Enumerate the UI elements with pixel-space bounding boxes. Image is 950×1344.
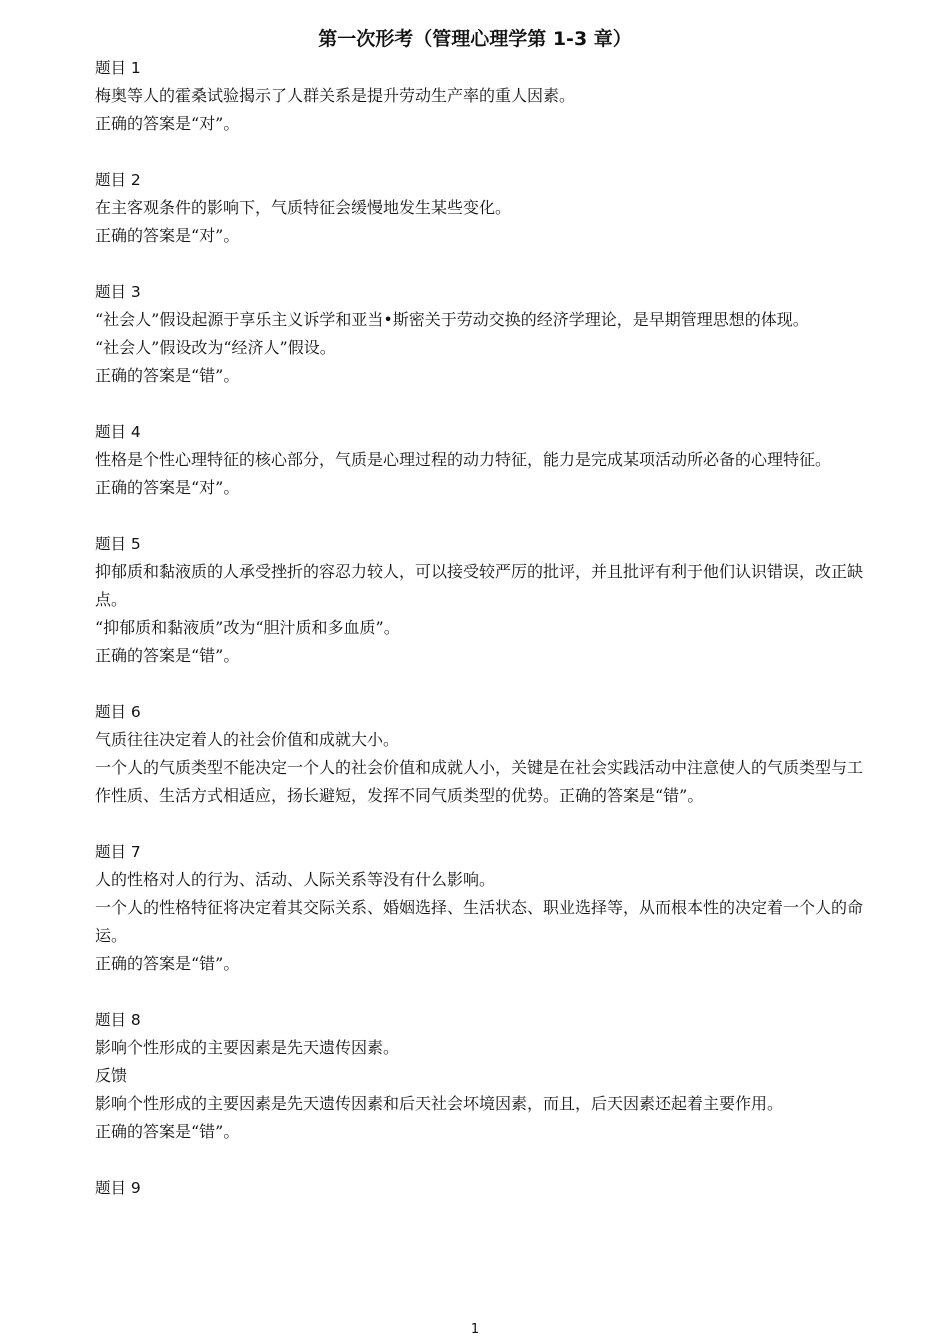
question-heading: 题目 4 [95,423,141,441]
question-block [95,1006,865,1146]
question-text-line: 正确的答案是“错”。 [95,646,240,665]
question-block [95,54,865,138]
question-block [95,698,865,810]
question-text-line: “社会人”假设改为“经济人”假设。 [95,338,336,357]
question-text-line: 正确的答案是“对”。 [95,114,240,133]
question-text-line: 正确的答案是“错”。 [95,366,240,385]
question-text-line: 影响个性形成的主要因素是先天遗传因素。 [95,1038,400,1057]
page-number: 1 [470,1322,480,1337]
question-heading: 题目 9 [95,1179,141,1197]
question-text-line: 正确的答案是“错”。 [95,954,240,973]
question-heading: 题目 8 [95,1011,141,1029]
question-heading: 题目 2 [95,171,141,189]
question-block [95,418,865,502]
question-text-line: 人的性格对人的行为、活动、人际关系等没有什么影响。 [95,870,496,889]
question-heading: 题目 5 [95,535,141,553]
question-text-line: 在主客观条件的影响下，气质特征会缓慢地发生某些变化。 [95,198,512,217]
question-text-line: 正确的答案是“对”。 [95,226,240,245]
question-text-line: 抑郁质和黏液质的人承受挫折的容忍力较人，可以接受较严厉的批评，并且批评有利于他们认识错误，改正缺点。 [95,562,864,609]
question-block [95,838,865,978]
question-text-line: 性格是个性心理特征的核心部分，气质是心理过程的动力特征，能力是完成某项活动所必备的心理特征。 [95,450,832,469]
question-block [95,166,865,250]
question-text-line: 一个人的气质类型不能决定一个人的社会价值和成就人小，关键是在社会实践活动中注意使人的气质类型与工作性质、生活方式相适应，扬长避短，发挥不同气质类型的优势。正确的答案是“错”。 [95,758,864,805]
question-block [95,1174,865,1202]
question-text-line: 梅奥等人的霍桑试验揭示了人群关系是提升劳动生产率的重人因素。 [95,86,576,105]
question-block [95,278,865,390]
question-block [95,530,865,670]
question-text-line: “抑郁质和黏液质”改为“胆汁质和多血质”。 [95,618,400,637]
question-text-line: 影响个性形成的主要因素是先天遗传因素和后天社会坏境因素，而且，后天因素还起着主要作用。 [95,1094,784,1113]
question-text-line: 正确的答案是“错”。 [95,1122,240,1141]
question-text-line: 正确的答案是“对”。 [95,478,240,497]
document-title: 第一次形考（管理心理学第 1-3 章） [318,28,632,50]
question-list [95,54,865,1230]
question-text-line: 反馈 [95,1066,128,1085]
question-text-line: 气质往往决定着人的社会价值和成就大小。 [95,730,400,749]
question-heading: 题目 3 [95,283,141,301]
question-heading: 题目 6 [95,703,141,721]
question-text-line: 一个人的性格特征将决定着其交际关系、婚姻选择、生活状态、职业选择等，从而根本性的决定着一个人的命运。 [95,898,864,945]
question-heading: 题目 7 [95,843,141,861]
question-heading: 题目 1 [95,59,141,77]
question-text-line: “社会人”假设起源于享乐主义诉学和亚当•斯密关于劳动交换的经济学理论，是早期管理思想的体现。 [95,310,809,329]
